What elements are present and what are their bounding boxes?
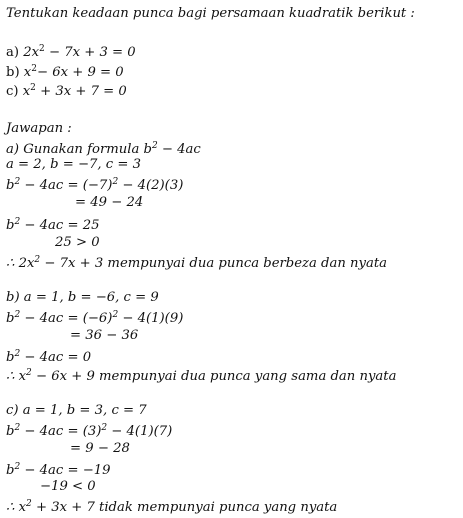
step-text-mid: − 4ac = (−6) <box>20 311 113 326</box>
step-exponent-2: 2 <box>112 177 119 187</box>
result-text-end: − 4ac = 0 <box>20 350 92 365</box>
formula-text-end: − 4ac <box>157 142 201 157</box>
c-step1 <box>6 420 172 437</box>
item-exponent: 2 <box>31 64 37 74</box>
conclusion-exponent: 2 <box>34 255 41 265</box>
b-result <box>6 346 91 363</box>
item-lead: x <box>22 84 31 99</box>
a-step2: = 49 − 24 <box>75 195 144 210</box>
c-values: c) a = 1, b = 3, c = 7 <box>6 403 147 418</box>
question-item-a <box>6 41 136 58</box>
a-values: a = 2, b = −7, c = 3 <box>6 157 141 172</box>
step-text: b <box>6 424 15 439</box>
b-step2: = 36 − 36 <box>70 328 139 343</box>
result-text-end: − 4ac = −19 <box>20 463 111 478</box>
result-text-end: − 4ac = 25 <box>20 218 100 233</box>
result-text: b <box>6 218 15 233</box>
item-exponent: 2 <box>39 44 45 54</box>
conclusion-exponent: 2 <box>26 499 32 509</box>
a-conclusion <box>6 252 387 269</box>
conclusion-exponent: 2 <box>26 368 32 378</box>
question-intro: Tentukan keadaan punca bagi persamaan kuadratik berikut : <box>6 6 415 21</box>
step-text-end: − 4(1)(9) <box>118 311 184 326</box>
step-exponent: 2 <box>14 310 21 320</box>
item-tail: − 7x + 3 = 0 <box>44 45 136 60</box>
a-compare: 25 > 0 <box>55 235 100 250</box>
result-exponent: 2 <box>14 349 21 359</box>
conclusion-text: ∴ x <box>6 369 27 384</box>
step-text: b <box>6 178 15 193</box>
question-item-b <box>6 61 124 78</box>
c-conclusion <box>6 496 337 513</box>
step-text-mid: − 4ac = (−7) <box>20 178 113 193</box>
item-label: c) <box>6 84 23 99</box>
result-exponent: 2 <box>14 462 21 472</box>
conclusion-text-end: − 7x + 3 mempunyai dua punca berbeza dan nyata <box>40 256 388 271</box>
result-text: b <box>6 350 15 365</box>
step-text-mid: − 4ac = (3) <box>20 424 102 439</box>
result-text: b <box>6 463 15 478</box>
item-label: a) <box>6 45 24 60</box>
item-tail: + 3x + 7 = 0 <box>35 84 127 99</box>
item-lead: 2x <box>23 45 40 60</box>
formula-exponent: 2 <box>151 141 158 151</box>
conclusion-text-end: − 6x + 9 mempunyai dua punca yang sama dan nyata <box>31 369 397 384</box>
c-result <box>6 459 111 476</box>
a-formula <box>6 138 201 155</box>
item-exponent: 2 <box>30 83 36 93</box>
step-exponent-2: 2 <box>101 423 108 433</box>
step-exponent: 2 <box>14 423 21 433</box>
c-compare: −19 < 0 <box>40 479 96 494</box>
step-text-end: − 4(2)(3) <box>118 178 184 193</box>
step-exponent-2: 2 <box>112 310 119 320</box>
step-exponent: 2 <box>14 177 21 187</box>
conclusion-text: ∴ x <box>6 500 27 515</box>
c-step2: = 9 − 28 <box>70 441 130 456</box>
step-text-end: − 4(1)(7) <box>107 424 173 439</box>
b-conclusion <box>6 365 396 382</box>
a-step1 <box>6 174 183 191</box>
a-result <box>6 214 99 231</box>
answer-heading: Jawapan : <box>6 121 72 136</box>
item-label: b) <box>6 65 24 80</box>
conclusion-text-end: + 3x + 7 tidak mempunyai punca yang nyata <box>31 500 338 515</box>
result-exponent: 2 <box>14 217 21 227</box>
item-lead: x <box>23 65 32 80</box>
b-values: b) a = 1, b = −6, c = 9 <box>6 290 159 305</box>
question-item-c <box>6 80 127 97</box>
b-step1 <box>6 307 183 324</box>
step-text: b <box>6 311 15 326</box>
formula-text: a) Gunakan formula b <box>6 142 152 157</box>
conclusion-text: ∴ 2x <box>6 256 35 271</box>
item-tail: − 6x + 9 = 0 <box>36 65 124 80</box>
